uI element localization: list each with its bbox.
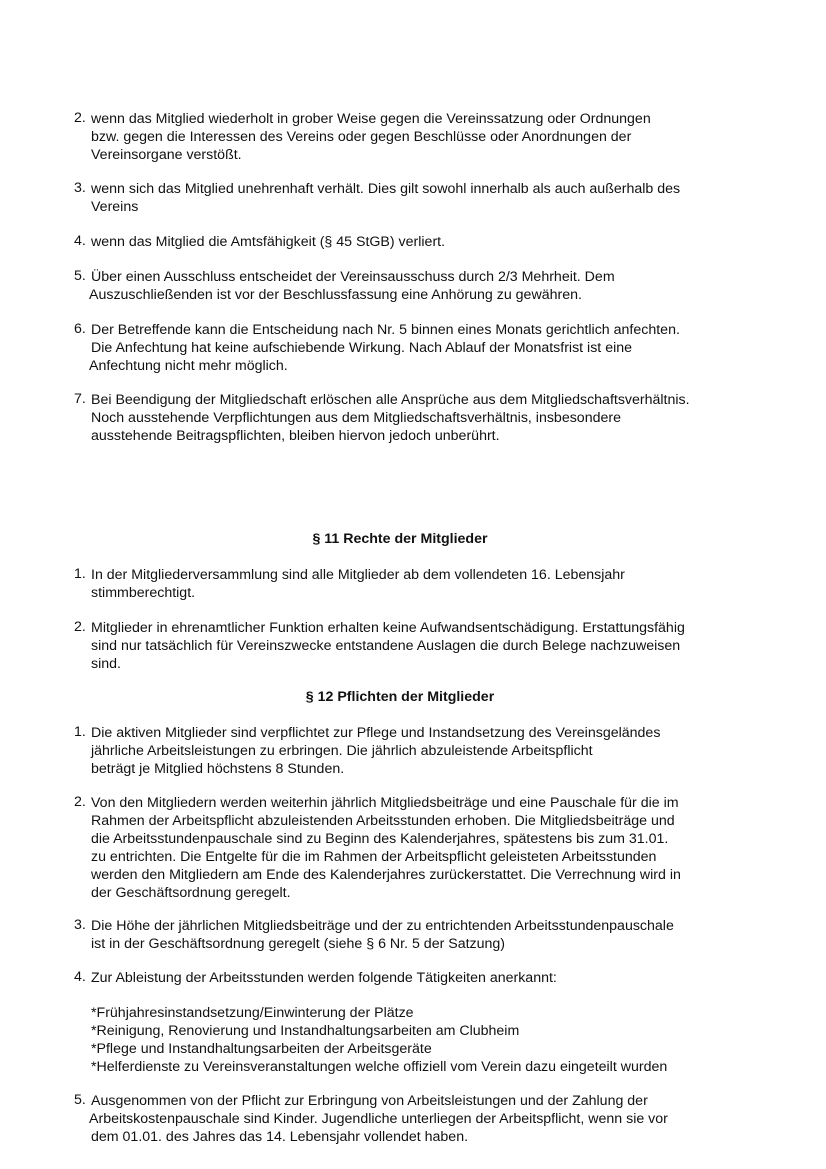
item-line: In der Mitgliederversammlung sind alle Mitglieder ab dem vollendeten 16. Lebensjahr: [91, 567, 625, 583]
item-line: ausstehende Beitragspflichten, bleiben hiervon jedoch unberührt.: [91, 428, 500, 444]
item-line: ist in der Geschäftsordnung geregelt (siehe § 6 Nr. 5 der Satzung): [91, 936, 506, 952]
item-line: Die aktiven Mitglieder sind verpflichtet zur Pflege und Instandsetzung des Vereinsgeländes: [91, 725, 661, 741]
item-number: 5.: [74, 268, 86, 284]
item-line: werden den Mitgliedern am Ende des Kalenderjahres zurückerstattet. Die Verrechnung wird in: [91, 867, 681, 883]
item-line: Vereins: [91, 199, 139, 215]
item-line: wenn sich das Mitglied unehrenhaft verhält. Dies gilt sowohl innerhalb als auch außerhalb des: [91, 181, 681, 197]
item-number: 1.: [74, 724, 86, 740]
item-line: der Geschäftsordnung geregelt.: [91, 885, 291, 901]
activity-item: *Reinigung, Renovierung und Instandhaltungsarbeiten am Clubheim: [91, 1023, 520, 1039]
item-line: Von den Mitgliedern werden weiterhin jährlich Mitgliedsbeiträge und eine Pauschale für die im: [91, 795, 679, 811]
item-line: beträgt je Mitglied höchstens 8 Stunden.: [91, 761, 345, 777]
item-line: Zur Ableistung der Arbeitsstunden werden folgende Tätigkeiten anerkannt:: [91, 970, 557, 986]
section-heading: § 11 Rechte der Mitglieder: [312, 531, 488, 547]
item-line: die Arbeitsstundenpauschale sind zu Beginn des Kalenderjahres, spätestens bis zum 31.01.: [91, 831, 669, 847]
item-number: 3.: [74, 180, 86, 196]
item-line: wenn das Mitglied die Amtsfähigkeit (§ 45 StGB) verliert.: [91, 234, 446, 250]
item-line: bzw. gegen die Interessen des Vereins oder gegen Beschlüsse oder Anordnungen der: [91, 129, 632, 145]
item-line: Auszuschließenden ist vor der Beschlussfassung eine Anhörung zu gewähren.: [89, 287, 582, 303]
item-line: Rahmen der Arbeitspflicht abzuleistenden Arbeitsstunden erhoben. Die Mitgliedsbeiträge und: [91, 813, 675, 829]
item-line: Die Anfechtung hat keine aufschiebende Wirkung. Nach Ablauf der Monatsfrist ist eine: [91, 340, 633, 356]
item-number: 2.: [74, 794, 86, 810]
item-line: Der Betreffende kann die Entscheidung nach Nr. 5 binnen eines Monats gerichtlich anfechten.: [91, 322, 680, 338]
item-line: Die Höhe der jährlichen Mitgliedsbeiträge und der zu entrichtenden Arbeitsstundenpauschale: [91, 918, 674, 934]
activity-item: *Pflege und Instandhaltungsarbeiten der Arbeitsgeräte: [91, 1041, 432, 1057]
item-line: Mitglieder in ehrenamtlicher Funktion erhalten keine Aufwandsentschädigung. Erstattungsfähig: [91, 620, 685, 636]
activity-item: *Helferdienste zu Vereinsveranstaltungen welche offiziell vom Verein dazu eingeteilt wurden: [91, 1059, 668, 1075]
item-number: 2.: [74, 619, 86, 635]
item-number: 4.: [74, 233, 86, 249]
item-line: Ausgenommen von der Pflicht zur Erbringung von Arbeitsleistungen und der Zahlung der: [91, 1093, 648, 1109]
item-line: Arbeitskostenpauschale sind Kinder. Jugendliche unterliegen der Arbeitspflicht, wenn sie vor: [89, 1111, 668, 1127]
item-line: sind nur tatsächlich für Vereinszwecke entstandene Auslagen die durch Belege nachzuweisen: [91, 638, 681, 654]
item-number: 3.: [74, 917, 86, 933]
item-line: Über einen Ausschluss entscheidet der Vereinsausschuss durch 2/3 Mehrheit. Dem: [91, 269, 615, 285]
item-line: Noch ausstehende Verpflichtungen aus dem Mitgliedschaftsverhältnis, insbesondere: [91, 410, 621, 426]
item-line: zu entrichten. Die Entgelte für die im Rahmen der Arbeitspflicht geleisteten Arbeitsstunden: [91, 849, 657, 865]
item-line: Bei Beendigung der Mitgliedschaft erlöschen alle Ansprüche aus dem Mitgliedschaftsverhältnis.: [91, 392, 690, 408]
item-number: 4.: [74, 969, 86, 985]
item-line: jährliche Arbeitsleistungen zu erbringen. Die jährlich abzuleistende Arbeitspflicht: [91, 743, 593, 759]
section-heading: § 12 Pflichten der Mitglieder: [305, 689, 495, 705]
activity-item: *Frühjahresinstandsetzung/Einwinterung der Plätze: [91, 1005, 414, 1021]
item-number: 5.: [74, 1092, 86, 1108]
item-number: 2.: [74, 110, 86, 126]
item-number: 7.: [74, 391, 86, 407]
item-number: 1.: [74, 566, 86, 582]
item-line: stimmberechtigt.: [91, 585, 196, 601]
item-line: Anfechtung nicht mehr möglich.: [89, 358, 288, 374]
item-line: Vereinsorgane verstößt.: [91, 147, 242, 163]
item-line: dem 01.01. des Jahres das 14. Lebensjahr vollendet haben.: [91, 1129, 469, 1145]
item-line: sind.: [91, 656, 121, 672]
item-line: wenn das Mitglied wiederholt in grober Weise gegen die Vereinssatzung oder Ordnungen: [91, 111, 651, 127]
item-number: 6.: [74, 321, 86, 337]
